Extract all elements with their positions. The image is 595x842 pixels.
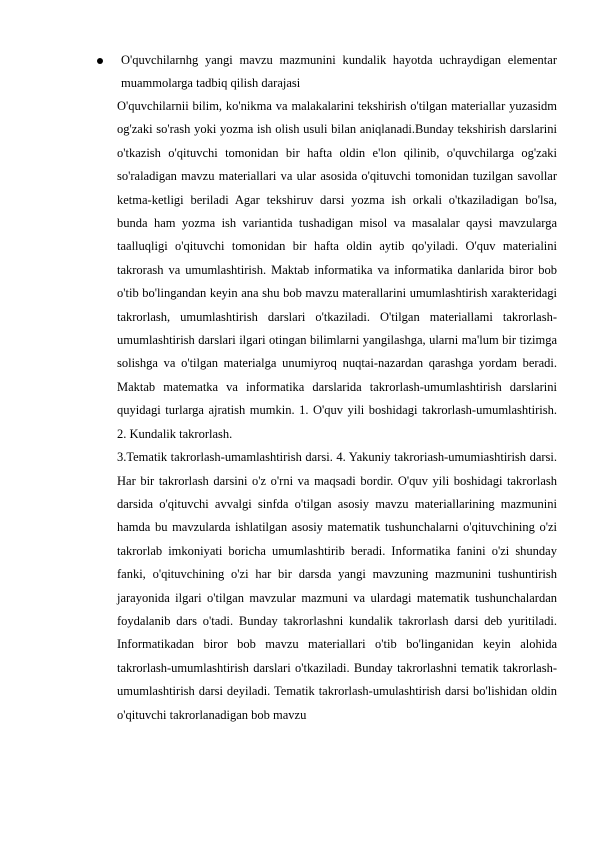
bullet-text: O'quvchilarnhg yangi mavzu mazmunini kundalik hayotda uchraydigan elementar muammolarga tadbiq qilish darajasi	[121, 53, 557, 90]
paragraph-2: 3.Tematik takrorlash-umamlashtirish darsi. 4. Yakuniy takroriash-umumiashtirish darsi. Har bir takrorlash darsini o'z o'rni va maqsadi bordir. O'quv yili boshidagi takrorlash darsida o'qituvchi avvalgi sinfda o'tilgan asosiy mavzu materiallarining mazmunini hamda bu mavzularda ishlatilgan asosiy matematik tushunchalarni o'qituvchining o'zi takrorlab imkoniyati boricha umumlashtirib beradi. Informatika fanini o'zi shunday fanki, o'qituvchining o'zi har bir darsda yangi mavzuning mazmunini tushuntirish jarayonida ilgari o'tilgan mavzular mazmuni va ulardagi matematik tushunchalardan foydalanib dars o'tadi. Bunday takrorlashni kundalik takrorlash darsi deb yuritiladi. Informatikadan biror bob mavzu materiallari o'tib bo'linganidan keyin alohida takrorlash-umumlashtirish darslari o'tkaziladi. Bunday takrorlashni tematik takrorlash-umumlashtirish darsi deyiladi. Tematik takrorlash-umulashtirish darsi bo'lishidan oldin o'qituvchi takrorlanadigan bob mavzu	[117, 450, 557, 722]
body-text	[117, 95, 557, 727]
paragraph-1: O'quvchilarnii bilim, ko'nikma va malakalarini tekshirish o'tilgan materiallar yuzasidm og'zaki so'rash yoki yozma ish olish usuli bilan aniqlanadi.Bunday tekshirish darslarini o'tkazish o'qituvchi tomonidan bir hafta oldin e'lon qilinib, o'quvchilarga og'zaki so'raladigan mavzu materiallari va ular asosida o'qituvchi tomonidan tuzilgan savollar ketma-ketligi beriladi Agar tekshiruv darsi yozma ish orkali o'tkaziladigan bo'lsa, bunda ham yozma ish variantida tushadigan misol va masalalar qaysi mavzularga taalluqligi o'qituvchi tomonidan bir hafta oldin aytib qo'yiladi. O'quv materialini takrorash va umumlashtirish. Maktab informatika va informatika danlarida biror bob o'tib bo'lingandan keyin ana shu bob mavzu materallarini umumlashtirish xarakteridagi takrorlash, umumlashtirish darslari o'tkaziladi. O'tilgan materiallami takrorlash-umumlashtirish darslari ilgari otingan bilimlarni yangilashga, ularni ma'lum bir tizimga solishga va o'tilgan materialga unumiyroq nuqtai-nazardan qarashga yordam beradi. Maktab matematka va informatika darslarida takrorlash-umumlashtirish darslarini quyidagi turlarga ajratish mumkin. 1. O'quv yili boshidagi takrorlash-umumlashtirish. 2. Kundalik takrorlash.	[117, 99, 557, 441]
bullet-dot-icon	[97, 58, 103, 64]
bullet-item	[97, 49, 557, 95]
